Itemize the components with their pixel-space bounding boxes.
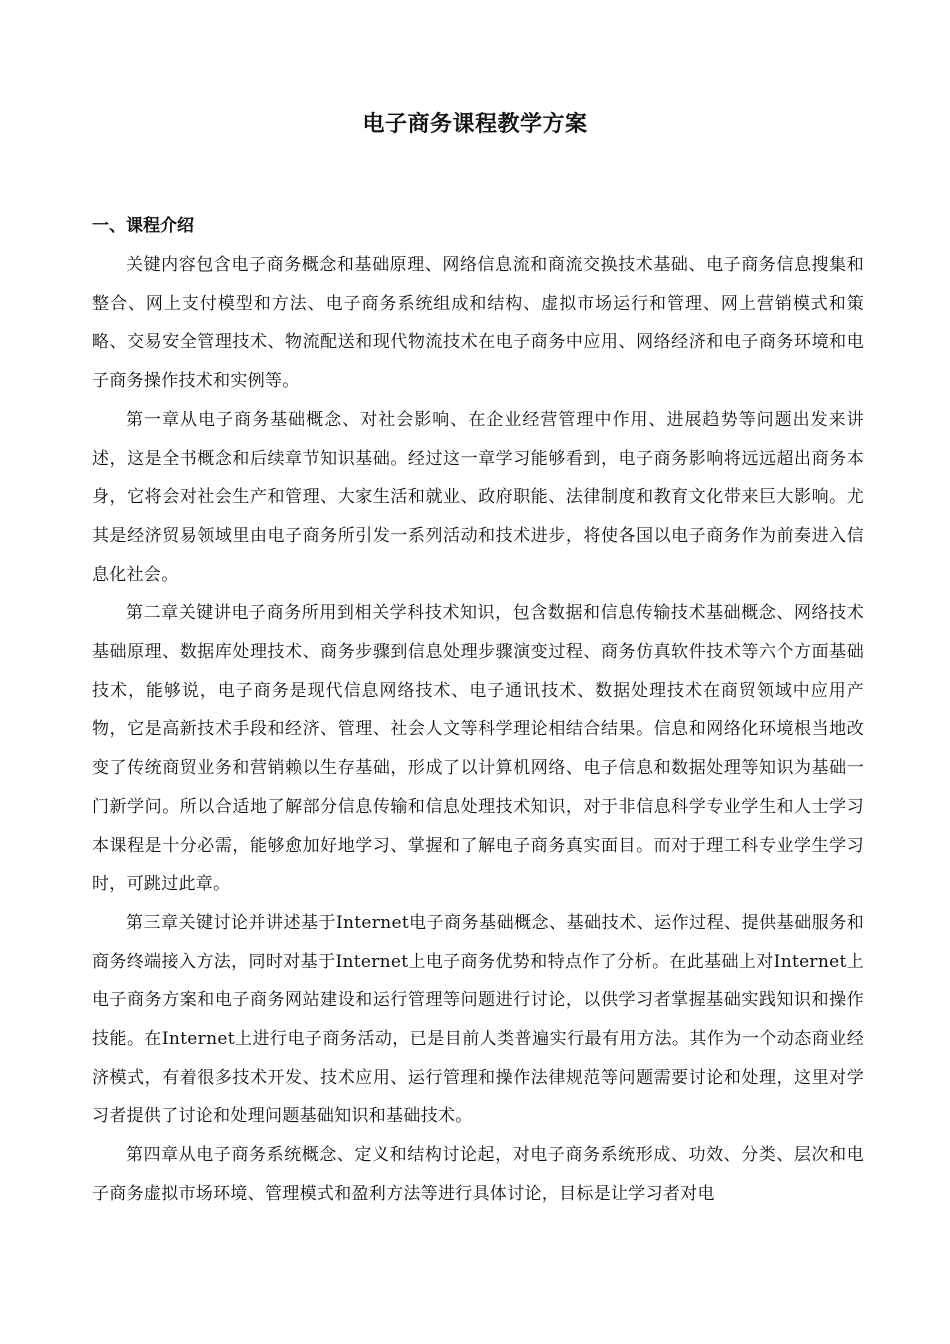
paragraph-chapter-1: 第一章从电子商务基础概念、对社会影响、在企业经营管理中作用、进展趋势等问题出发来讲述，这是全书概念和后续章节知识基础。经过这一章学习能够看到，电子商务影响将远远超出商务本身，它将会对社会生产和管理、大家生活和就业、政府职能、法律制度和教育文化带来巨大影响。尤其是经济贸易领域里由电子商务所引发一系列活动和技术进步，将使各国以电子商务作为前奏进入信息化社会。	[92, 409, 864, 585]
paragraph-chapter-4: 第四章从电子商务系统概念、定义和结构讨论起，对电子商务系统形成、功效、分类、层次和电子商务虚拟市场环境、管理模式和盈利方法等进行具体讨论，目标是让学习者对电	[92, 1145, 864, 1204]
section-body	[92, 246, 864, 1214]
paragraph-chapter-3: 第三章关键讨论并讲述基于Internet电子商务基础概念、基础技术、运作过程、提供基础服务和商务终端接入方法，同时对基于Internet上电子商务优势和特点作了分析。在此基础上对Internet上电子商务方案和电子商务网站建设和运行管理等问题进行讨论，以供学习者掌握基础实践知识和操作技能。在Internet上进行电子商务活动，已是目前人类普遍实行最有用方法。其作为一个动态商业经济模式，有着很多技术开发、技术应用、运行管理和操作法律规范等问题需要讨论和处理，这里对学习者提供了讨论和处理问题基础知识和基础技术。	[92, 912, 864, 1127]
paragraph-chapter-2: 第二章关键讲电子商务所用到相关学科技术知识，包含数据和信息传输技术基础概念、网络技术基础原理、数据库处理技术、商务步骤到信息处理步骤演变过程、商务仿真软件技术等六个方面基础技术，能够说，电子商务是现代信息网络技术、电子通讯技术、数据处理技术在商贸领域中应用产物，它是高新技术手段和经济、管理、社会人文等科学理论相结合结果。信息和网络化环境根当地改变了传统商贸业务和营销赖以生存基础，形成了以计算机网络、电子信息和数据处理等知识为基础一门新学问。所以合适地了解部分信息传输和信息处理技术知识，对于非信息科学专业学生和人士学习本课程是十分必需，能够愈加好地学习、掌握和了解电子商务真实面目。而对于理工科专业学生学习时，可跳过此章。	[92, 603, 864, 895]
document-title: 电子商务课程教学方案	[362, 112, 588, 137]
section-heading-course-intro: 一、课程介绍	[92, 216, 194, 236]
paragraph-overview: 关键内容包含电子商务概念和基础原理、网络信息流和商流交换技术基础、电子商务信息搜集和整合、网上支付模型和方法、电子商务系统组成和结构、虚拟市场运行和管理、网上营销模式和策略、交易安全管理技术、物流配送和现代物流技术在电子商务中应用、网络经济和电子商务环境和电子商务操作技术和实例等。	[92, 255, 864, 392]
